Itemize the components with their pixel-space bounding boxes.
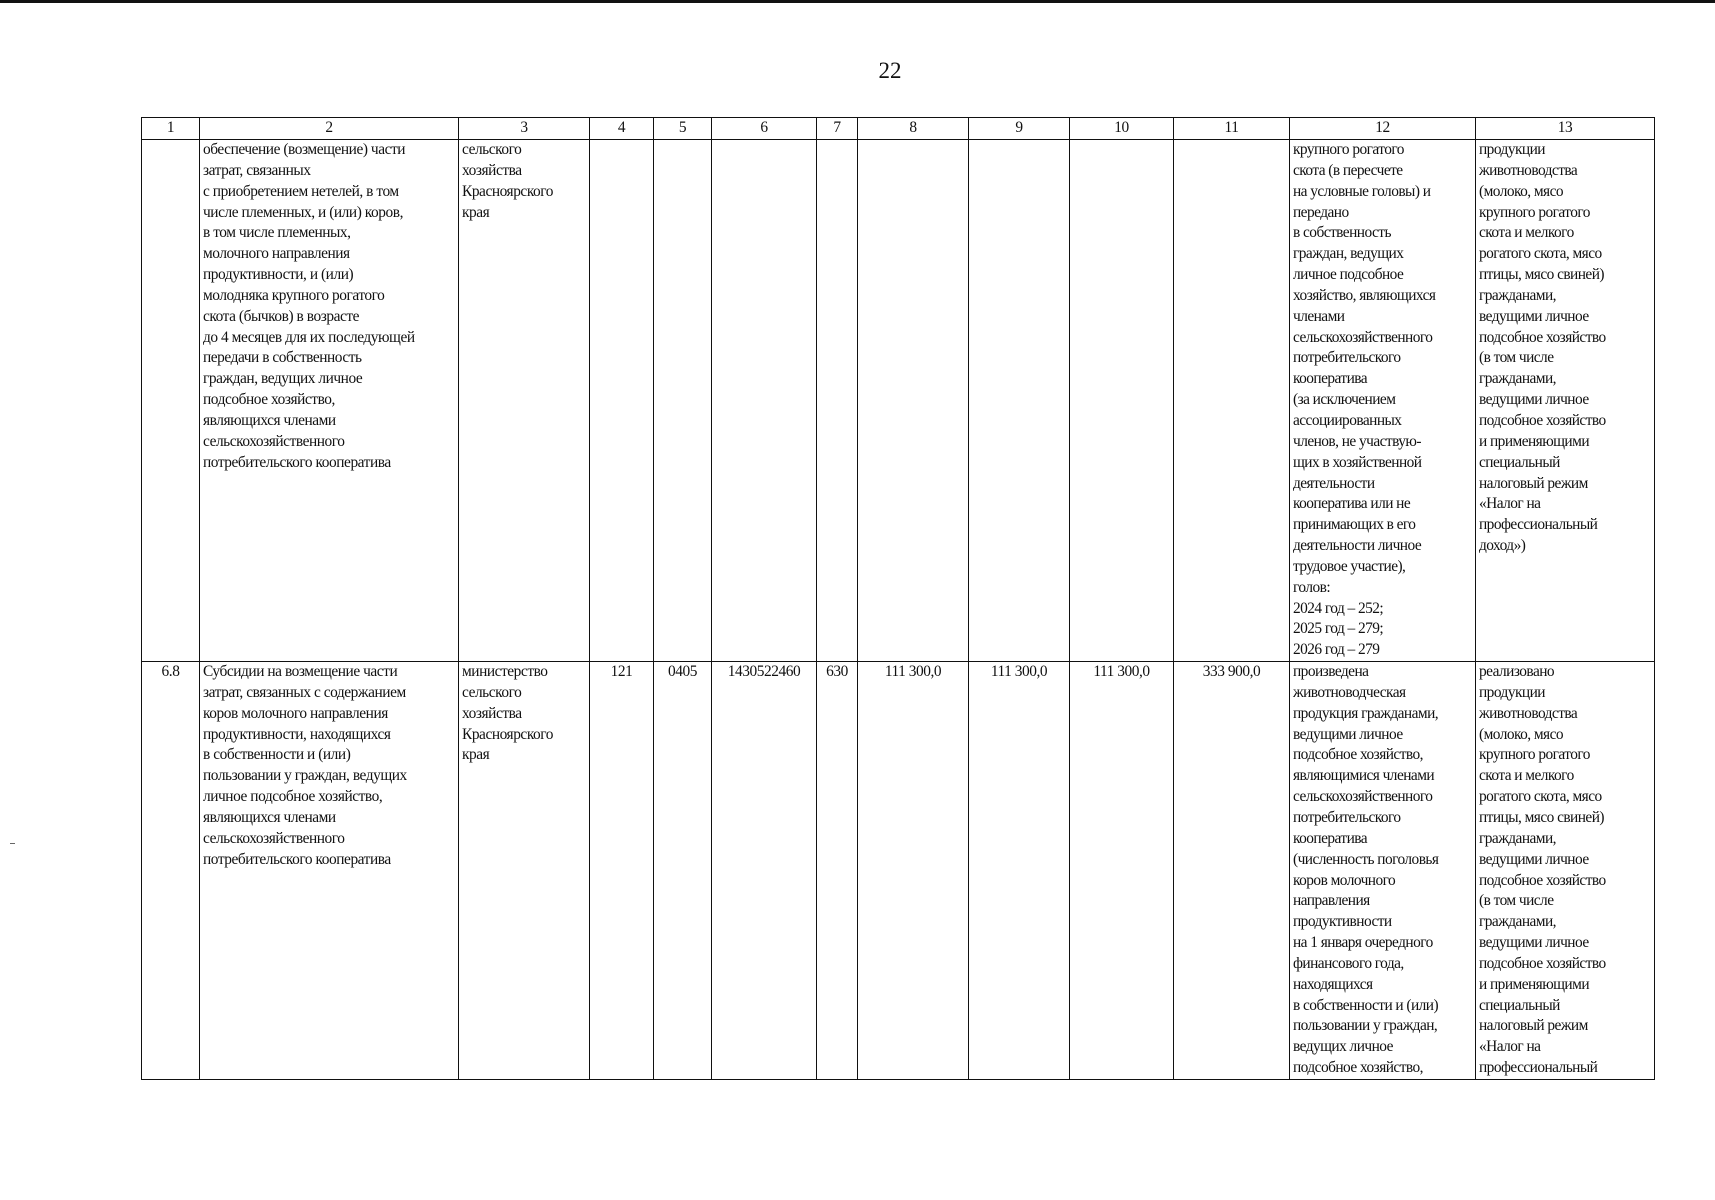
amount-year-2-cell: 111 300,0 — [969, 662, 1070, 1080]
column-number-header: 7 — [817, 118, 858, 140]
administrator-cell: сельского хозяйства Красноярского края — [459, 140, 590, 662]
table-header-row — [142, 118, 1655, 140]
column-number-header: 13 — [1476, 118, 1655, 140]
column-number-header: 3 — [459, 118, 590, 140]
column-number-header: 1 — [142, 118, 200, 140]
amount-year-1-cell — [858, 140, 969, 662]
column-number-header: 6 — [712, 118, 817, 140]
expense-type-cell — [817, 140, 858, 662]
amount-year-1-cell: 111 300,0 — [858, 662, 969, 1080]
column-number-header: 5 — [654, 118, 712, 140]
column-number-header: 8 — [858, 118, 969, 140]
item-number-cell — [142, 140, 200, 662]
measure-name-cell: обеспечение (возмещение) части затрат, связанных с приобретением нетелей, в том числе племенных, и (или) коров, в том числе племенных, молочного направления продуктивности, и (или) молодняка крупного рогатого скота (бычков) в возрасте до 4 месяцев для их последующей передачи в собственность граждан, ведущих личное подсобное хозяйство, являющихся членами сельскохозяйственного потребительского кооператива — [200, 140, 459, 662]
grbs-code-cell — [590, 140, 654, 662]
target-article-cell: 1430522460 — [712, 662, 817, 1080]
amount-year-3-cell — [1070, 140, 1174, 662]
expected-result-cell: крупного рогатого скота (в пересчете на условные головы) и передано в собственность граждан, ведущих личное подсобное хозяйство, являющихся членами сельскохозяйственного потребительского кооператива (за исключением ассоциированных членов, не участвую- щих в хозяйственной деятельности кооператива или не принимающих в его деятельности личное трудовое участие), голов: 2024 год – 252; 2025 год – 279; 2026 год – 279 — [1290, 140, 1476, 662]
measure-name-cell: Субсидии на возмещение части затрат, связанных с содержанием коров молочного направления продуктивности, находящихся в собственности и (или) пользовании у граждан, ведущих личное подсобное хозяйство, являющихся членами сельскохозяйственного потребительского кооператива — [200, 662, 459, 1080]
column-number-header: 4 — [590, 118, 654, 140]
indicator-link-cell: реализовано продукции животноводства (молоко, мясо крупного рогатого скота и мелкого рогатого скота, мясо птицы, мясо свиней) гражданами, ведущими личное подсобное хозяйство (в том числе гражданами, ведущими личное подсобное хозяйство и применяющими специальный налоговый режим «Налог на профессиональный — [1476, 662, 1655, 1080]
amount-year-3-cell: 111 300,0 — [1070, 662, 1174, 1080]
scan-top-border — [0, 0, 1715, 3]
column-number-header: 10 — [1070, 118, 1174, 140]
item-number-cell: 6.8 — [142, 662, 200, 1080]
column-number-header: 9 — [969, 118, 1070, 140]
page-number: 22 — [878, 58, 902, 83]
indicator-link-cell: продукции животноводства (молоко, мясо крупного рогатого скота и мелкого рогатого скота, мясо птицы, мясо свиней) гражданами, ведущими личное подсобное хозяйство (в том числе гражданами, ведущими личное подсобное хозяйство и применяющими специальный налоговый режим «Налог на профессиональный доход») — [1476, 140, 1655, 662]
expense-type-cell: 630 — [817, 662, 858, 1080]
grbs-code-cell: 121 — [590, 662, 654, 1080]
amount-year-2-cell — [969, 140, 1070, 662]
column-number-header: 12 — [1290, 118, 1476, 140]
budget-measures-table — [141, 117, 1655, 1080]
column-number-header: 2 — [200, 118, 459, 140]
target-article-cell — [712, 140, 817, 662]
section-code-cell: 0405 — [654, 662, 712, 1080]
amount-total-cell: 333 900,0 — [1174, 662, 1290, 1080]
scan-margin-mark — [10, 843, 15, 844]
section-code-cell — [654, 140, 712, 662]
expected-result-cell: произведена животноводческая продукция гражданами, ведущими личное подсобное хозяйство, являющимися членами сельскохозяйственного потребительского кооператива (численность поголовья коров молочного направления продуктивности на 1 января очередного финансового года, находящихся в собственности и (или) пользовании у граждан, ведущих личное подсобное хозяйство, — [1290, 662, 1476, 1080]
table-row — [142, 662, 1655, 1080]
amount-total-cell — [1174, 140, 1290, 662]
column-number-header: 11 — [1174, 118, 1290, 140]
table-row — [142, 140, 1655, 662]
administrator-cell: министерство сельского хозяйства Красноярского края — [459, 662, 590, 1080]
